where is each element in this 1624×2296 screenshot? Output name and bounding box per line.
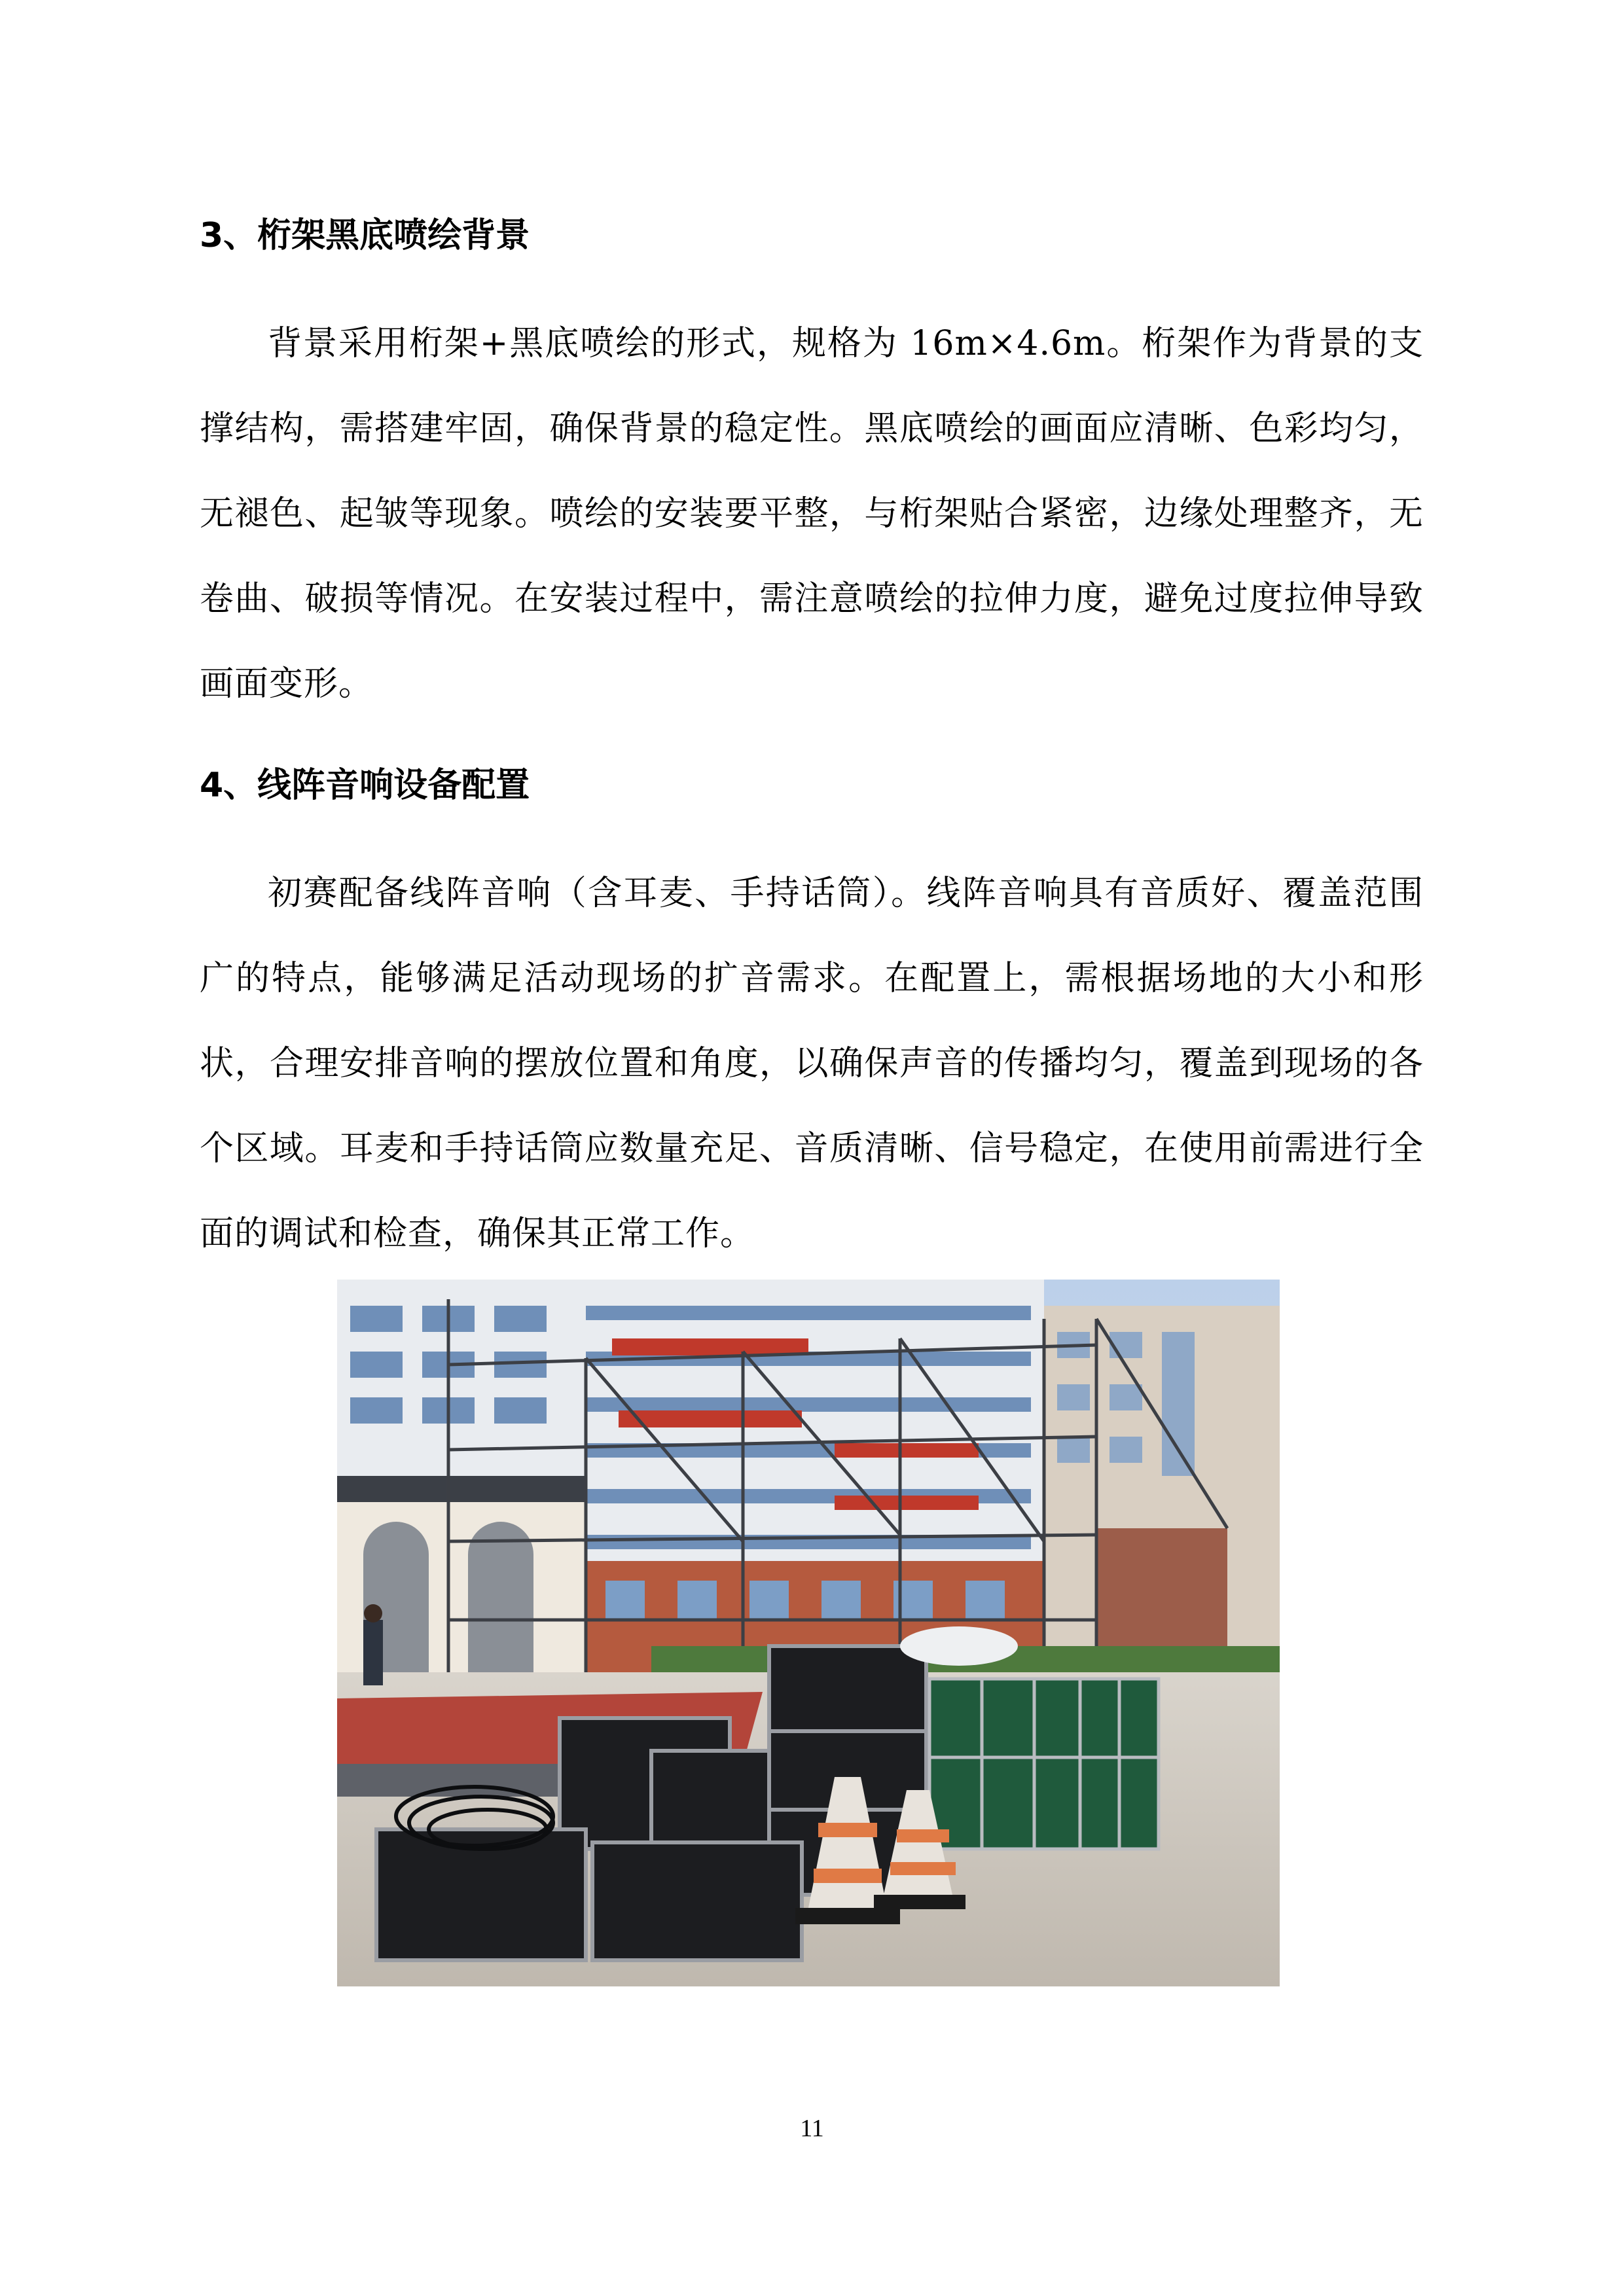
stage-equipment-photo [337, 1280, 1280, 1986]
section-4-heading: 4、线阵音响设备配置 [200, 766, 530, 805]
section-3-heading: 3、桁架黑底喷绘背景 [200, 216, 530, 255]
page-number: 11 [800, 2115, 824, 2142]
section-3-body: 背景采用桁架+黑底喷绘的形式，规格为 16m×4.6m。桁架作为背景的支撑结构，需搭建牢固，确保背景的稳定性。黑底喷绘的画面应清晰、色彩均匀，无褪色、起皱等现象。喷绘的安装要平整，与桁架贴合紧密，边缘处理整齐，无卷曲、破损等情况。在安装过程中，需注意喷绘的拉伸力度，避免过度拉伸导致画面变形。 [200, 324, 1424, 704]
section-4-body: 初赛配备线阵音响（含耳麦、手持话筒）。线阵音响具有音质好、覆盖范围广的特点，能够满足活动现场的扩音需求。在配置上，需根据场地的大小和形状，合理安排音响的摆放位置和角度，以确保声音的传播均匀，覆盖到现场的各个区域。耳麦和手持话筒应数量充足、音质清晰、信号稳定，在使用前需进行全面的调试和检查，确保其正常工作。 [200, 874, 1424, 1253]
